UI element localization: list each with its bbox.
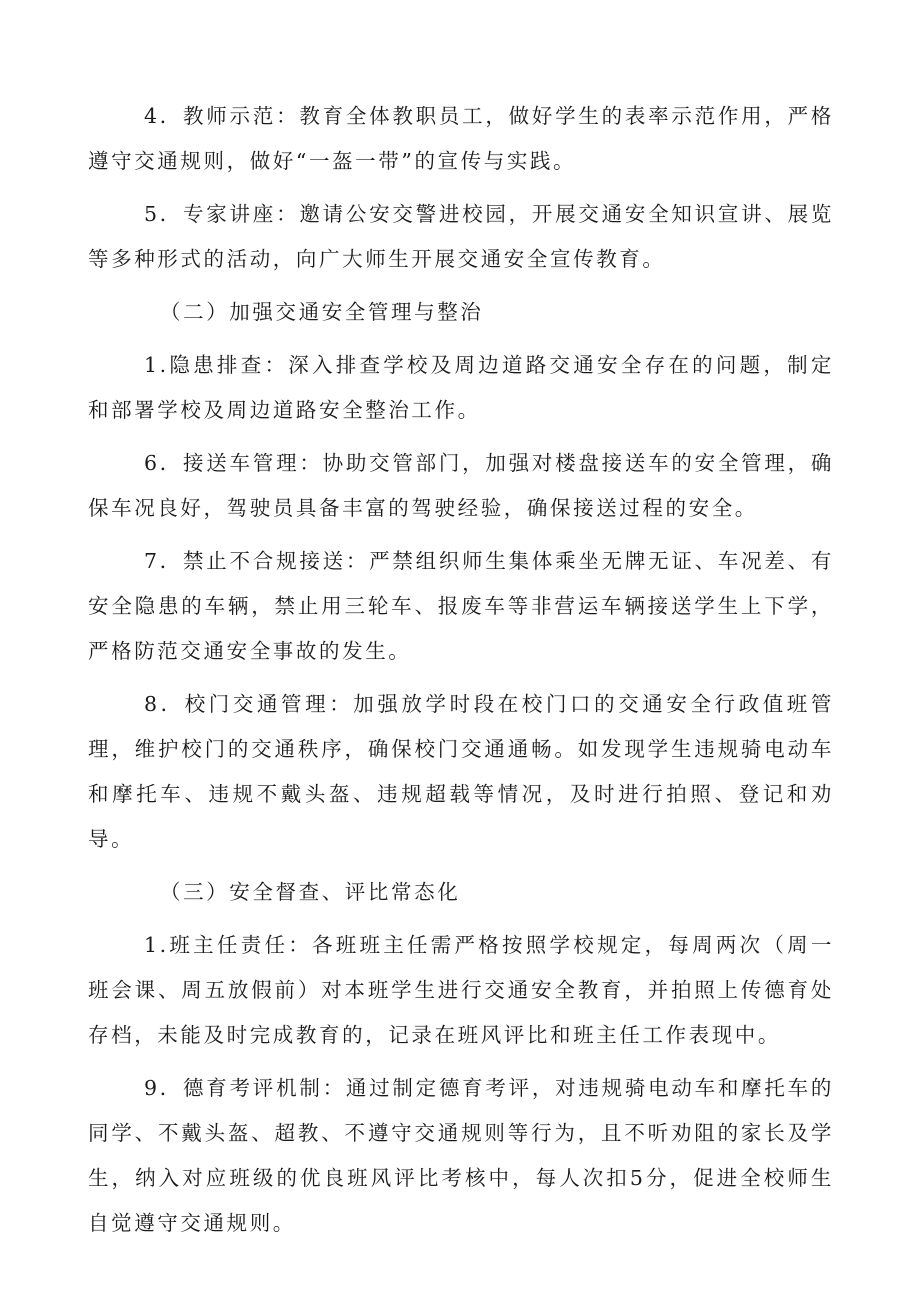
paragraph-expert-lecture: 5．专家讲座：邀请公安交警进校园，开展交通安全知识宣讲、展览等多种形式的活动，向广大师生开展交通安全宣传教育。 [88,202,834,271]
paragraph-shuttle-management: 6．接送车管理：协助交管部门，加强对楼盘接送车的安全管理，确保车况良好，驾驶员具备丰富的驾驶经验，确保接送过程的安全。 [88,451,834,520]
section-heading-supervision: （三）安全督查、评比常态化 [160,880,461,904]
paragraph-head-teacher-responsibility: 1.班主任责任：各班班主任需严格按照学校规定，每周两次（周一班会课、周五放假前）对本班学生进行交通安全教育，并拍照上传德育处存档，未能及时完成教育的，记录在班风评比和班主任工作表现中。 [88,933,834,1047]
paragraph-hazard-inspection: 1.隐患排查：深入排查学校及周边道路交通安全存在的问题，制定和部署学校及周边道路安全整治工作。 [88,353,834,422]
section-heading-management: （二）加强交通安全管理与整治 [160,300,484,324]
document-body [88,94,834,1254]
paragraph-school-gate-traffic: 8．校门交通管理：加强放学时段在校门口的交通安全行政值班管理，维护校门的交通秩序，确保校门交通通畅。如发现学生违规骑电动车和摩托车、违规不戴头盔、违规超载等情况，及时进行拍照、登记和劝导。 [88,692,834,851]
paragraph-moral-evaluation: 9．德育考评机制：通过制定德育考评，对违规骑电动车和摩托车的同学、不戴头盔、超教、不遵守交通规则等行为，且不听劝阻的家长及学生，纳入对应班级的优良班风评比考核中，每人次扣5分，促进全校师生自觉遵守交通规则。 [88,1076,834,1235]
paragraph-teacher-demonstration: 4．教师示范：教育全体教职员工，做好学生的表率示范作用，严格遵守交通规则，做好“一盔一带”的宣传与实践。 [88,104,834,173]
paragraph-noncompliant-transport: 7．禁止不合规接送：严禁组织师生集体乘坐无牌无证、车况差、有安全隐患的车辆，禁止用三轮车、报废车等非营运车辆接送学生上下学，严格防范交通安全事故的发生。 [88,549,834,663]
